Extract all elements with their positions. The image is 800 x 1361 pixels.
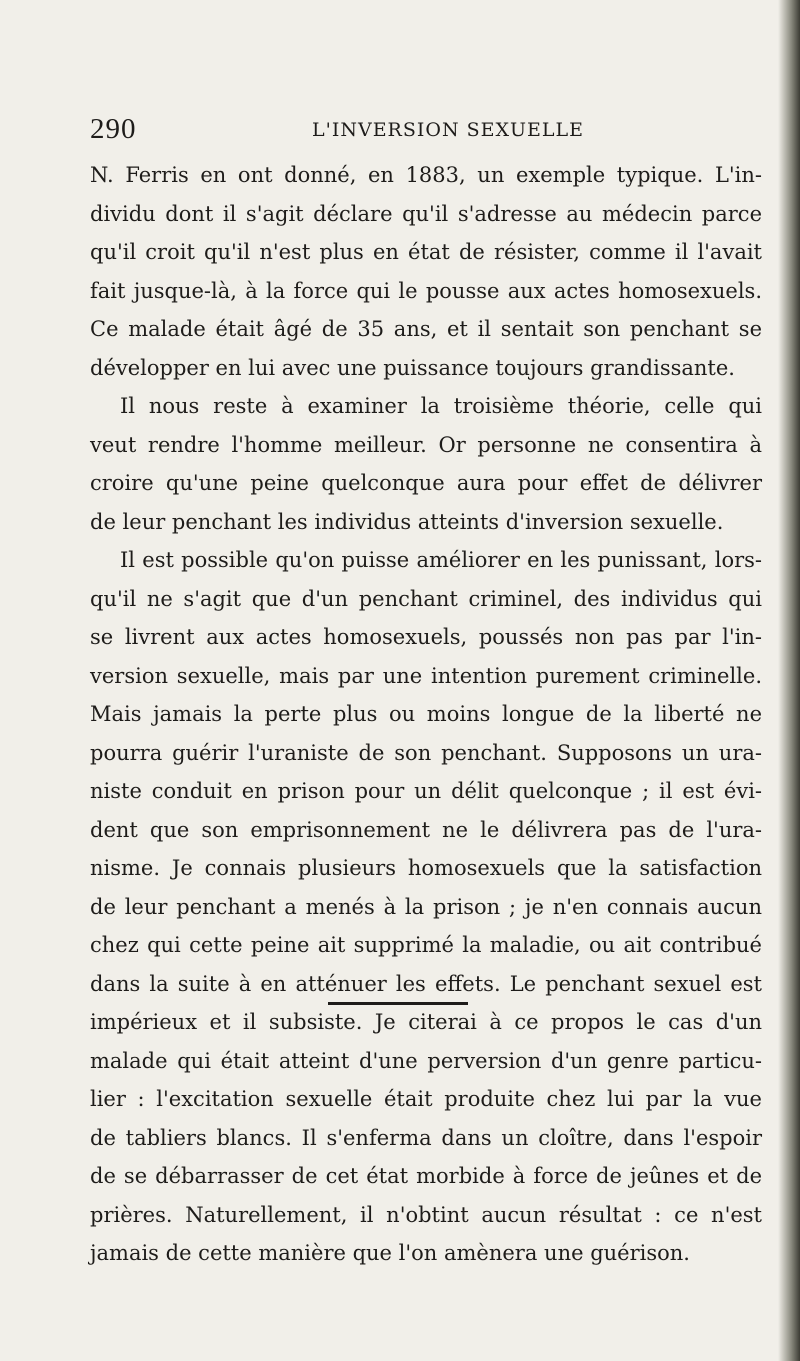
text-line: fait jusque-là, à la force qui le pousse aux actes homosexuels. <box>90 278 762 303</box>
text-line: se livrent aux actes homosexuels, poussés non pas par l'in- <box>90 625 762 649</box>
text-line: dent que son emprisonnement ne le délivrera pas de l'ura- <box>90 817 762 842</box>
text-line: qu'il croit qu'il n'est plus en état de résister, comme il l'avait <box>90 240 762 264</box>
page-header <box>90 113 780 153</box>
text-line: N. Ferris en ont donné, en 1883, un exemple typique. L'in- <box>90 163 762 187</box>
section-rule <box>328 1002 468 1005</box>
text-line: malade qui était atteint d'une perversion d'un genre particu- <box>90 1048 762 1073</box>
text-line: développer en lui avec une puissance toujours grandissante. <box>90 355 735 380</box>
page-number: 290 <box>90 113 137 145</box>
text-line: nisme. Je connais plusieurs homosexuels que la satisfaction <box>90 856 762 880</box>
text-line: de se débarrasser de cet état morbide à force de jeûnes et de <box>90 1164 762 1188</box>
text-line: de leur penchant a menés à la prison ; je n'en connais aucun <box>90 894 762 919</box>
text-line: Il nous reste à examiner la troisième théorie, celle qui <box>120 394 762 418</box>
text-line: lier : l'excitation sexuelle était produite chez lui par la vue <box>90 1087 762 1111</box>
text-line: croire qu'une peine quelconque aura pour effet de délivrer <box>90 471 762 495</box>
text-line: chez qui cette peine ait supprimé la maladie, ou ait contribué <box>90 933 762 957</box>
text-line: veut rendre l'homme meilleur. Or personne ne consentira à <box>90 432 762 457</box>
text-line: dans la suite à en atténuer les effets. Le penchant sexuel est <box>90 971 762 996</box>
text-line: Il est possible qu'on puisse améliorer en les punissant, lors- <box>120 548 762 572</box>
text-line: qu'il ne s'agit que d'un penchant criminel, des individus qui <box>90 586 762 611</box>
text-line: jamais de cette manière que l'on amènera une guérison. <box>90 1241 690 1265</box>
text-line: prières. Naturellement, il n'obtint aucun résultat : ce n'est <box>90 1202 762 1227</box>
text-line: dividu dont il s'agit déclare qu'il s'adresse au médecin parce <box>90 201 762 226</box>
page-edge-shadow <box>778 0 800 1361</box>
running-head: L'INVERSION SEXUELLE <box>312 119 585 141</box>
body-text <box>90 156 762 1273</box>
text-line: niste conduit en prison pour un délit quelconque ; il est évi- <box>90 779 762 803</box>
text-line: de tabliers blancs. Il s'enferma dans un cloître, dans l'espoir <box>90 1125 762 1150</box>
text-line: Mais jamais la perte plus ou moins longue de la liberté ne <box>90 702 762 726</box>
text-line: pourra guérir l'uraniste de son penchant. Supposons un ura- <box>90 740 762 765</box>
text-line: Ce malade était âgé de 35 ans, et il sentait son penchant se <box>90 317 762 341</box>
text-line: impérieux et il subsiste. Je citerai à ce propos le cas d'un <box>90 1010 762 1034</box>
text-line: de leur penchant les individus atteints d'inversion sexuelle. <box>90 509 724 534</box>
text-line: version sexuelle, mais par une intention purement criminelle. <box>90 663 762 688</box>
